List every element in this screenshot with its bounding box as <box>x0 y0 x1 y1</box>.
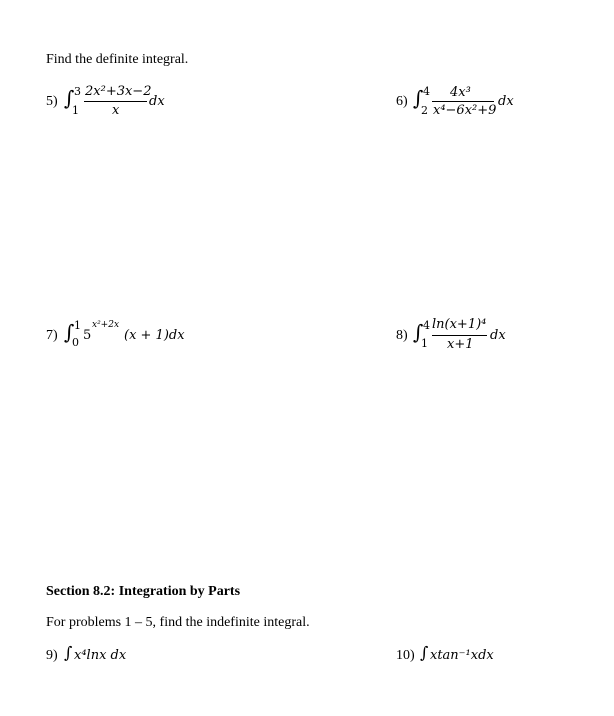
expression: x⁴lnx dx <box>74 648 127 663</box>
integral-sign: ∫ <box>413 86 424 110</box>
lower-limit: 1 <box>421 337 428 350</box>
fraction-bar <box>432 335 487 336</box>
problem-label: 8) <box>396 328 408 343</box>
fraction-bar <box>432 101 494 102</box>
integral-sign: ∫ <box>420 643 429 662</box>
differential: dx <box>498 94 514 109</box>
integral-sign: ∫ <box>64 320 75 344</box>
upper-limit: 3 <box>74 85 81 98</box>
problem-label: 9) <box>46 648 58 663</box>
differential: dx <box>490 328 506 343</box>
problem-label: 7) <box>46 328 58 343</box>
problem-label: 6) <box>396 94 408 109</box>
problem-label: 10) <box>396 648 415 663</box>
differential: dx <box>149 94 165 109</box>
lower-limit: 2 <box>421 104 428 117</box>
lower-limit: 1 <box>72 104 79 117</box>
numerator: 2x²+3x−2 <box>85 84 152 99</box>
denominator: x <box>112 103 120 118</box>
upper-limit: 1 <box>74 319 81 332</box>
numerator: ln(x+1)⁴ <box>432 317 487 332</box>
exponent: x²+2x <box>92 320 120 330</box>
instruction-text: Find the definite integral. <box>46 52 189 67</box>
integral-sign: ∫ <box>64 86 75 110</box>
factor: (x + 1)dx <box>124 328 185 343</box>
numerator: 4x³ <box>450 85 471 100</box>
denominator: x+1 <box>447 337 474 352</box>
fraction-bar <box>84 101 147 102</box>
integral-sign: ∫ <box>413 320 424 344</box>
expression: xtan⁻¹xdx <box>430 648 494 663</box>
integral-sign: ∫ <box>64 643 73 662</box>
section-instruction: For problems 1 – 5, find the indefinite integral. <box>46 615 310 630</box>
denominator: x⁴−6x²+9 <box>433 103 497 118</box>
upper-limit: 4 <box>423 319 430 332</box>
section-title: Section 8.2: Integration by Parts <box>46 584 241 599</box>
upper-limit: 4 <box>423 85 430 98</box>
lower-limit: 0 <box>72 336 79 349</box>
problem-label: 5) <box>46 94 58 109</box>
base: 5 <box>83 328 92 343</box>
